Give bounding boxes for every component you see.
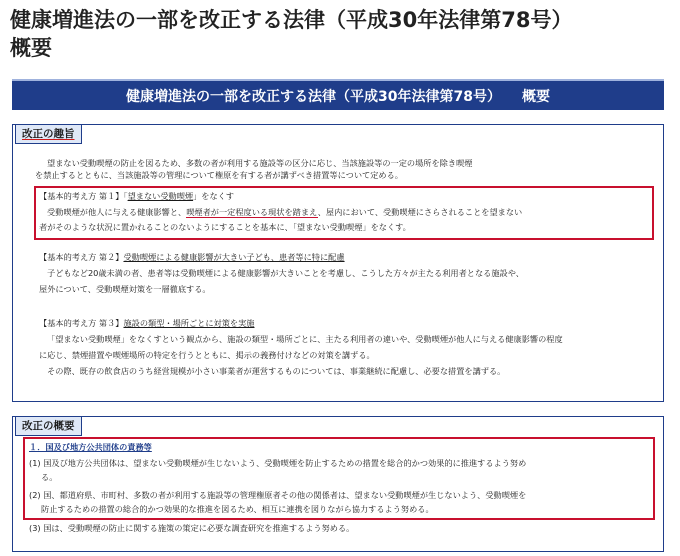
outline-item2-line2: 防止するための措置の総合的かつ効果的な推進を図るため、相互に連携を図りながら協力するよう努める。: [41, 504, 434, 514]
principle1-line1: [47, 207, 522, 218]
principle1-heading-post: 」をなくす: [193, 191, 235, 201]
outline-label: 改正の概要: [15, 416, 82, 436]
page-title-line2: 概要: [10, 36, 52, 60]
principle1-line1-a: 受動喫煙が他人に与える健康影響と、: [47, 207, 187, 217]
outline-item3-line1: (3) 国は、受動喫煙の防止に関する施策の策定に必要な調査研究を推進するよう努める。: [29, 523, 355, 533]
principle3-heading-pre: 【基本的考え方 第３】: [39, 318, 124, 328]
principle1-heading: [39, 191, 234, 202]
page-title: [10, 6, 670, 62]
principle1-heading-key: 望まない受動喫煙: [127, 191, 194, 201]
principle3-line2: に応じ、禁煙措置や喫煙場所の特定を行うとともに、掲示の義務付けなどの対策を講ずる。: [39, 350, 375, 360]
principle2-line1: 子どもなど20歳未満の者、患者等は受動喫煙による健康影響が大きいことを考慮し、こうした方々が主たる利用者となる施設や、: [47, 268, 524, 278]
principle3-line3: その際、既存の飲食店のうち経営規模が小さい事業者が運営するものについては、事業継続に配慮し、必要な措置を講ずる。: [47, 366, 506, 376]
principle2-heading-pre: 【基本的考え方 第２】: [39, 252, 124, 262]
principle1-line1-b: 、屋内において、受動喫煙にさらされることを望まない: [317, 207, 523, 217]
principle3-line1: 「望まない受動喫煙」をなくすという観点から、施設の類型・場所ごとに、主たる利用者の違いや、受動喫煙が他人に与える健康影響の程度: [47, 334, 563, 344]
purpose-intro-line2: を禁止するとともに、当該施設等の管理について権原を有する者が講ずべき措置等について定める。: [35, 170, 403, 180]
principle1-line2: 者がそのような状況に置かれることのないようにすることを基本に、「望まない受動喫煙」をなくす。: [39, 222, 411, 232]
purpose-section: [12, 124, 664, 402]
outline-item1-line2: る。: [41, 472, 58, 482]
document-banner: 健康増進法の一部を改正する法律（平成30年法律第78号） 概要: [12, 79, 664, 110]
outline-section: [12, 416, 664, 552]
principle1-line1-underlined: 喫煙者が一定程度いる現状を踏まえ: [186, 207, 318, 217]
principle3-heading-key: 施設の類型・場所ごとに対策を実施: [123, 318, 255, 328]
page-title-line1: 健康増進法の一部を改正する法律（平成30年法律第78号）: [10, 8, 573, 32]
outline-item2-line1: (2) 国、都道府県、市町村、多数の者が利用する施設等の管理権原者その他の関係者は、望まない受動喫煙が生じないよう、受動喫煙を: [29, 490, 527, 500]
principle2-heading-key: 受動喫煙による健康影響が大きい子ども、患者等に特に配慮: [123, 252, 345, 262]
principle3-heading: [39, 318, 255, 329]
principle1-heading-pre: 【基本的考え方 第１】「: [39, 191, 128, 201]
outline-item-title: １．国及び地方公共団体の責務等: [29, 442, 152, 452]
purpose-label: 改正の趣旨: [15, 124, 82, 144]
principle2-heading: [39, 252, 345, 263]
purpose-intro-line1: 望まない受動喫煙の防止を図るため、多数の者が利用する施設等の区分に応じ、当該施設等の一定の場所を除き喫煙: [47, 158, 473, 168]
principle2-line2: 屋外について、受動喫煙対策を一層徹底する。: [39, 284, 211, 294]
outline-item1-line1: (1) 国及び地方公共団体は、望まない受動喫煙が生じないよう、受動喫煙を防止するための措置を総合的かつ効果的に推進するよう努め: [29, 458, 527, 468]
